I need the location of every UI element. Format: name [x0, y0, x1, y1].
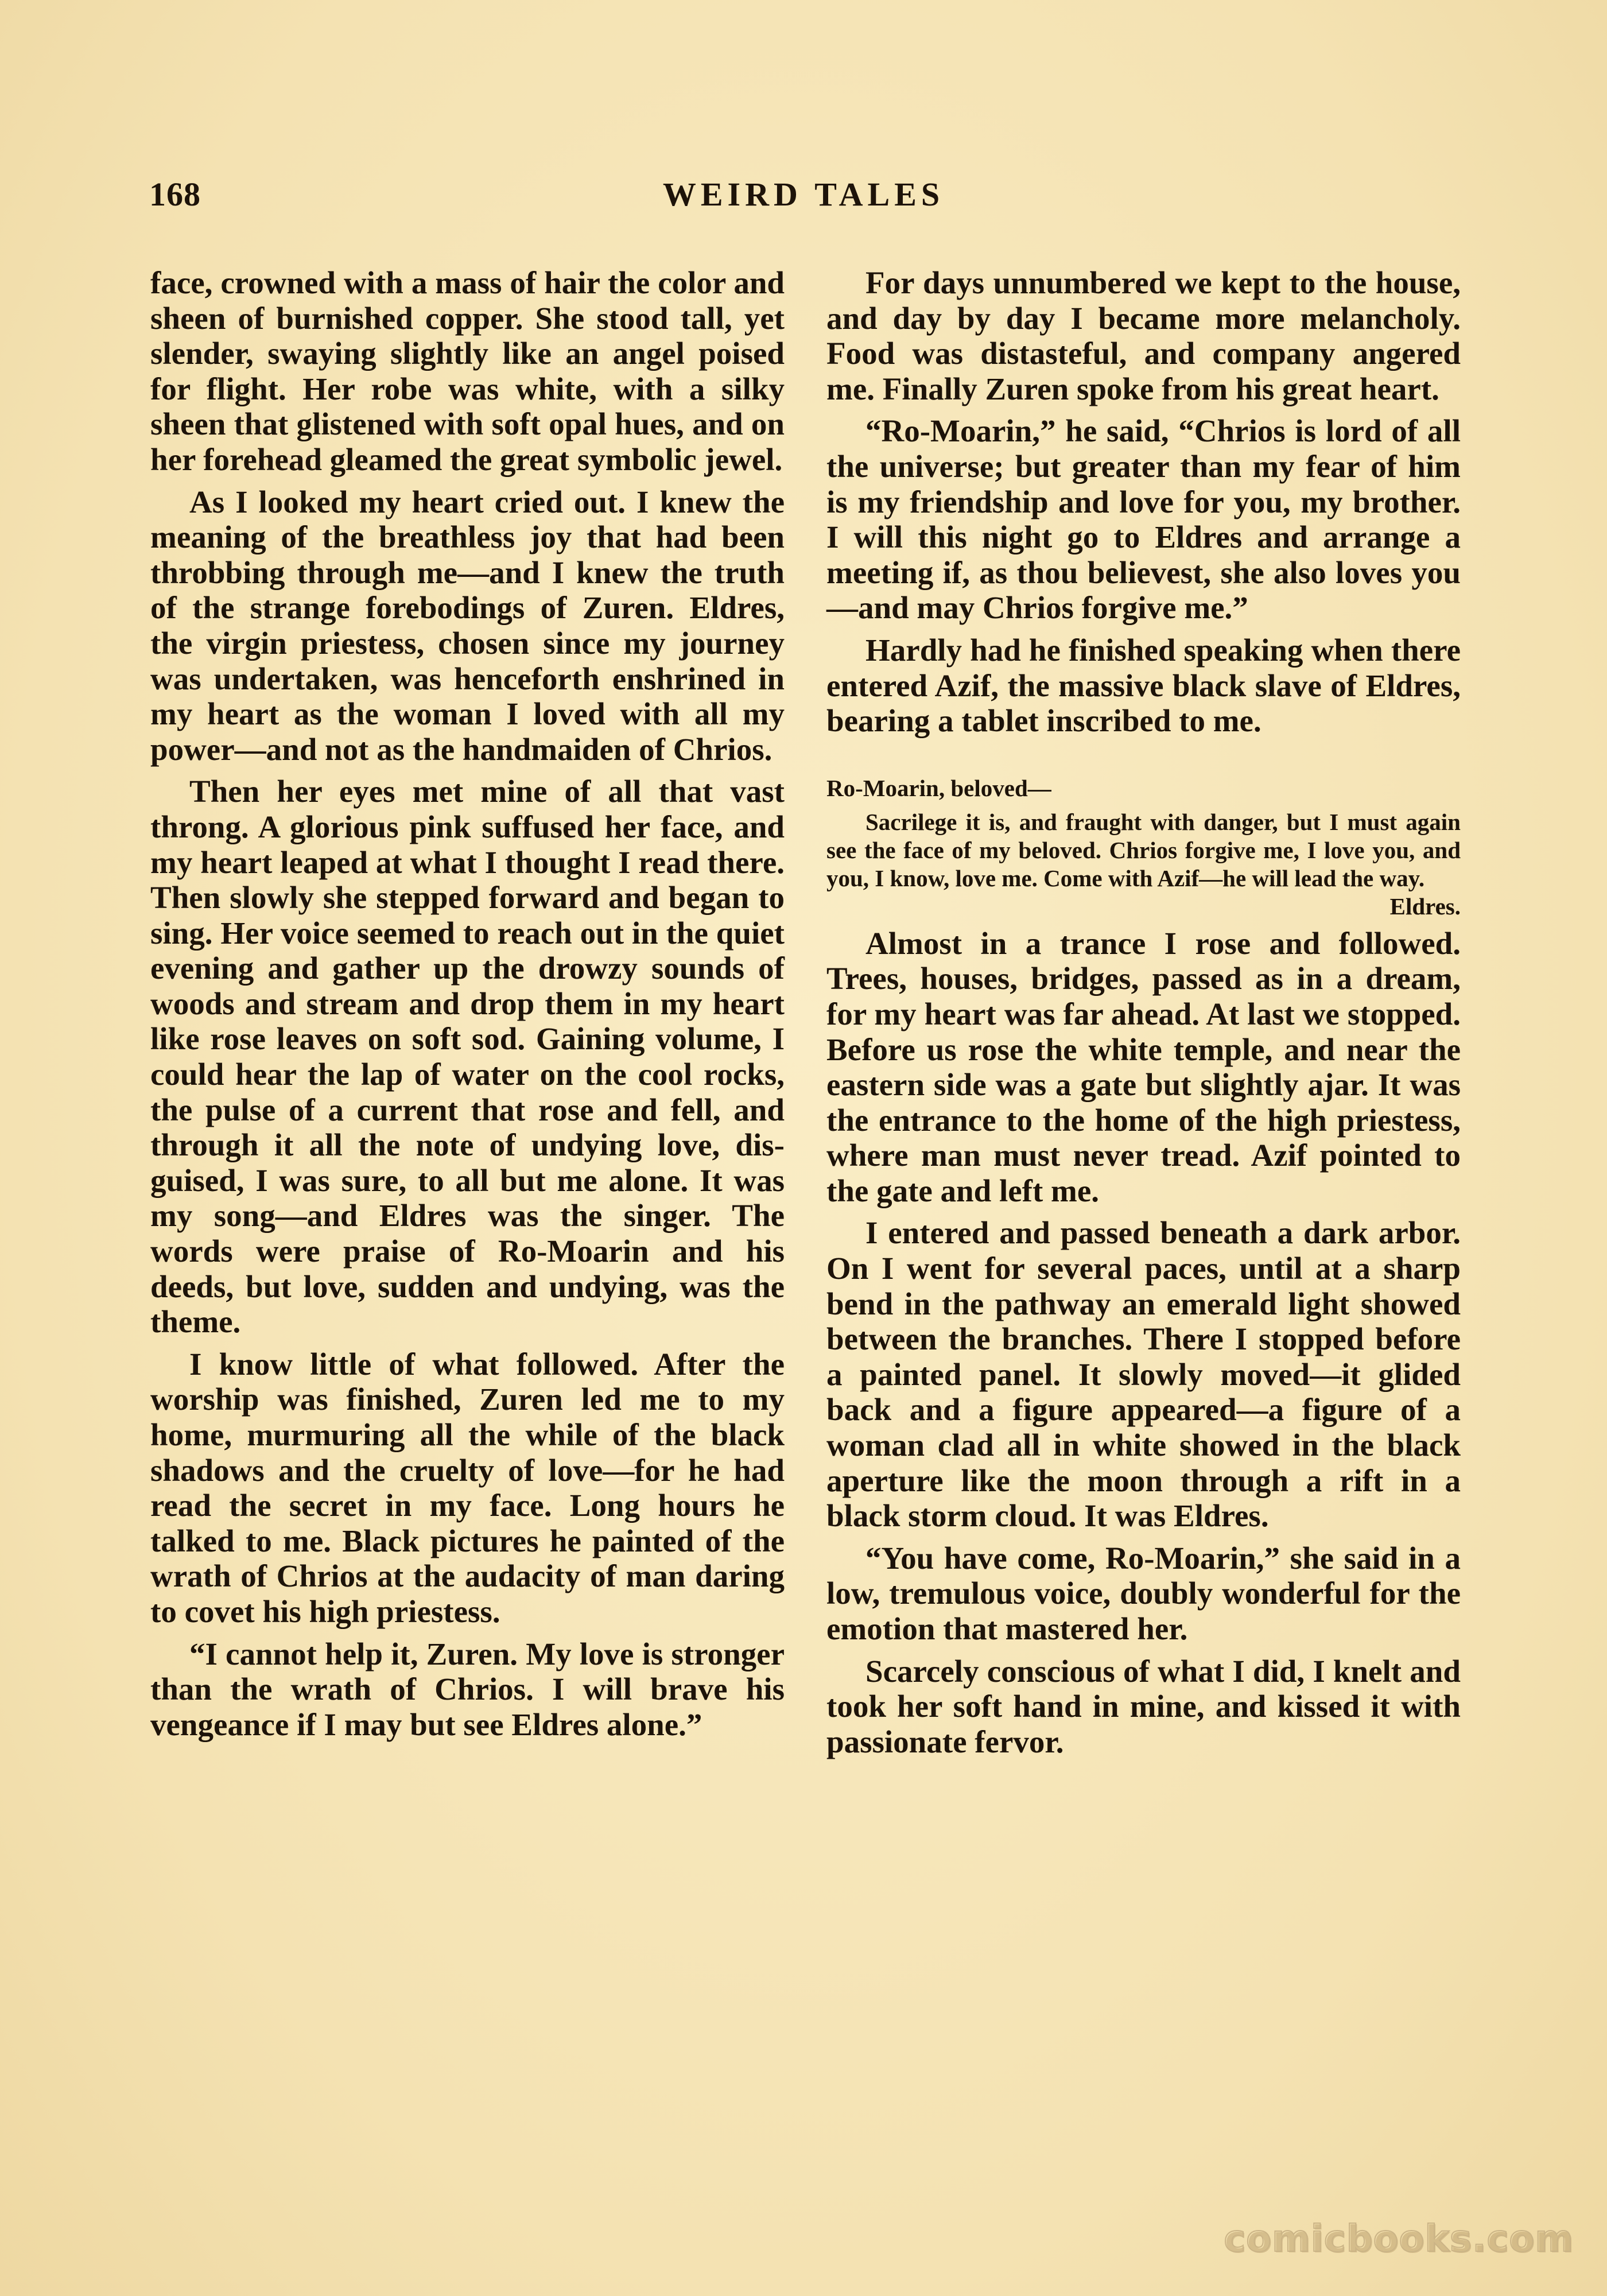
paragraph: “I cannot help it, Zuren. My love is stronger than the wrath of Chrios. I will brave his vengeance if I may but see Eldres alone.” — [150, 1636, 785, 1742]
paragraph: “Ro-Moarin,” he said, “Chrios is lord of all the universe; but greater than my fear of him is my friendship and love for you, my brother. I will this night go to Eldres and arrange a meeting if, as thou believest, she also loves you—and may Chrios forgive me.” — [826, 413, 1461, 626]
letter-text: Sacrilege it is, and fraught with danger, but I must again see the face of my beloved. Chrios forgive me, I love you, and you, I know, love me. Come with Azif—he will lead the way. — [826, 808, 1461, 891]
inscribed-letter — [826, 774, 1461, 920]
running-head: WEIRD TALES — [662, 176, 945, 213]
paragraph: For days unnumbered we kept to the house, and day by day I became more melancholy. Food was distasteful, and company angered me. Finally Zuren spoke from his great heart. — [826, 265, 1461, 406]
paragraph: I entered and passed beneath a dark arbor. On I went for several paces, until at a sharp bend in the pathway an emerald light showed between the branches. There I stopped before a painted panel. It slowly moved—it glided back and a figure appeared—a figure of a woman clad all in white showed in the black aperture like the moon through a rift in a black storm cloud. It was Eldres. — [826, 1215, 1461, 1534]
paragraph: Almost in a trance I rose and followed. Trees, houses, bridges, passed as in a dream, for my heart was far ahead. At last we stopped. Before us rose the white temple, and near the eastern side was a gate but slightly ajar. It was the entrance to the home of the high priestess, where man must never tread. Azif pointed to the gate and left me. — [826, 925, 1461, 1208]
paragraph: I know little of what followed. After the worship was finished, Zuren led me to my home, murmuring all the while of the black shadows and the cruelty of love—for he had read the secret in my face. Long hours he talked to me. Black pictures he painted of the wrath of Chrios at the audacity of man daring to covet his high priestess. — [150, 1346, 785, 1629]
paragraph: Hardly had he finished speaking when there entered Azif, the massive black slave of Eldres, bearing a tablet inscribed to me. — [826, 632, 1461, 739]
page-header — [149, 175, 1458, 221]
left-column — [150, 265, 785, 1749]
paragraph: As I looked my heart cried out. I knew the meaning of the breathless joy that had been throbbing through me—and I knew the truth of the strange forebodings of Zuren. Eldres, the virgin priestess, chosen since my journey was undertaken, was henceforth enshrined in my heart as the woman I loved with all my power—and not as the handmaiden of Chrios. — [150, 484, 785, 767]
paragraph: Then her eyes met mine of all that vast throng. A glorious pink suffused her face, and my heart leaped at what I thought I read there. Then slowly she stepped forward and began to sing. Her voice seemed to reach out in the quiet evening and gather up the drowzy sounds of woods and stream and drop them in my heart like rose leaves on soft sod. Gaining volume, I could hear the lap of water on the cool rocks, the pulse of a current that rose and fell, and through it all the note of undying love, disguised, I was sure, to all but me alone. It was my song—and Eldres was the singer. The words were praise of Ro-Moarin and his deeds, but love, sudden and undying, was the theme. — [150, 774, 785, 1340]
site-watermark: comicbooks.com — [1224, 2218, 1574, 2260]
paragraph: Scarcely conscious of what I did, I knelt and took her soft hand in mine, and kissed it with passionate fervor. — [826, 1653, 1461, 1759]
page-number: 168 — [149, 176, 201, 213]
paragraph: face, crowned with a mass of hair the color and sheen of burnished copper. She stood tall, yet slender, swaying slightly like an angel poised for flight. Her robe was white, with a silky sheen that glistened with soft opal hues, and on her forehead gleamed the great symbolic jewel. — [150, 265, 785, 477]
paragraph: “You have come, Ro-Moarin,” she said in a low, tremulous voice, doubly wonderful for the emotion that mastered her. — [826, 1540, 1461, 1646]
right-column — [826, 265, 1461, 1766]
letter-salutation: Ro-Moarin, beloved— — [826, 774, 1051, 801]
letter-body — [826, 808, 1461, 920]
letter-signature: Eldres. — [1389, 893, 1461, 920]
